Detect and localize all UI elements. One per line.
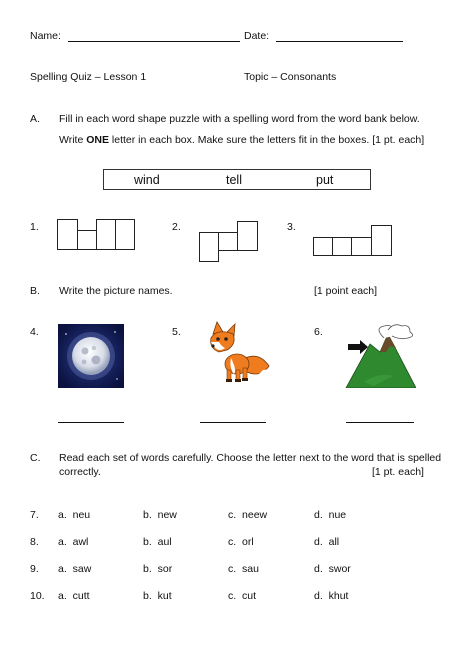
picture-number: 4. [30, 326, 39, 338]
puzzle-number: 2. [172, 221, 181, 233]
answer-line-6[interactable] [346, 422, 414, 423]
option-d[interactable]: d. nue [314, 509, 347, 521]
option-c[interactable]: c. sau [228, 563, 259, 575]
letter-box[interactable] [115, 219, 135, 250]
letter-box[interactable] [371, 225, 392, 256]
word-bank-word: tell [226, 173, 242, 187]
letter-box[interactable] [77, 230, 97, 250]
option-c[interactable]: c. orl [228, 536, 254, 548]
date-label: Date: [244, 30, 270, 42]
option-d[interactable]: d. all [314, 536, 340, 548]
section-c-letter: C. [30, 452, 41, 464]
option-b[interactable]: b. new [143, 509, 177, 521]
answer-line-5[interactable] [200, 422, 266, 423]
option-a[interactable]: a. saw [58, 563, 92, 575]
section-c-points: [1 pt. each] [372, 466, 424, 478]
letter-box[interactable] [218, 232, 238, 251]
option-a[interactable]: a. awl [58, 536, 89, 548]
question-number: 10. [30, 590, 45, 602]
word-bank-word: wind [134, 173, 160, 187]
option-a[interactable]: a. cutt [58, 590, 90, 602]
option-d[interactable]: d. khut [314, 590, 349, 602]
date-blank[interactable] [276, 40, 403, 42]
word-bank [103, 169, 371, 190]
word-bank-word: put [316, 173, 334, 187]
letter-box[interactable] [57, 219, 78, 250]
name-field-row [30, 30, 240, 42]
puzzle-number: 3. [287, 221, 296, 233]
name-blank[interactable] [68, 40, 240, 42]
name-label: Name: [30, 30, 61, 42]
letter-box[interactable] [199, 232, 219, 262]
quiz-title: Spelling Quiz – Lesson 1 [30, 71, 147, 83]
emphasis-one: ONE [86, 134, 109, 146]
option-a[interactable]: a. neu [58, 509, 91, 521]
letter-box[interactable] [96, 219, 116, 250]
question-number: 9. [30, 563, 39, 575]
section-b-instruction: Write the picture names. [59, 285, 173, 297]
puzzle-number: 1. [30, 221, 39, 233]
option-b[interactable]: b. sor [143, 563, 173, 575]
section-c-instruction-1: Read each set of words carefully. Choose the letter next to the word that is spelled [59, 452, 442, 464]
question-number: 8. [30, 536, 39, 548]
letter-box[interactable] [332, 237, 352, 256]
letter-box[interactable] [313, 237, 333, 256]
date-field-row [244, 30, 403, 42]
mountain-icon [344, 322, 416, 388]
section-b-letter: B. [30, 285, 40, 297]
picture-number: 5. [172, 326, 181, 338]
section-c-instruction-2: correctly. [59, 466, 101, 478]
section-b-points: [1 point each] [314, 285, 378, 297]
letter-box[interactable] [351, 237, 372, 256]
fox-icon [203, 320, 273, 386]
section-a-instruction-2: Write ONE letter in each box. Make sure the letters fit in the boxes. [1 pt. each] [59, 134, 425, 146]
section-a-instruction-1: Fill in each word shape puzzle with a spelling word from the word bank below. [59, 113, 420, 125]
option-c[interactable]: c. cut [228, 590, 257, 602]
option-d[interactable]: d. swor [314, 563, 351, 575]
option-b[interactable]: b. aul [143, 536, 172, 548]
moon-icon [58, 324, 124, 388]
picture-number: 6. [314, 326, 323, 338]
option-c[interactable]: c. neew [228, 509, 268, 521]
question-number: 7. [30, 509, 39, 521]
answer-line-4[interactable] [58, 422, 124, 423]
option-b[interactable]: b. kut [143, 590, 172, 602]
section-a-letter: A. [30, 113, 40, 125]
letter-box[interactable] [237, 221, 258, 251]
topic-label: Topic – Consonants [244, 71, 337, 83]
